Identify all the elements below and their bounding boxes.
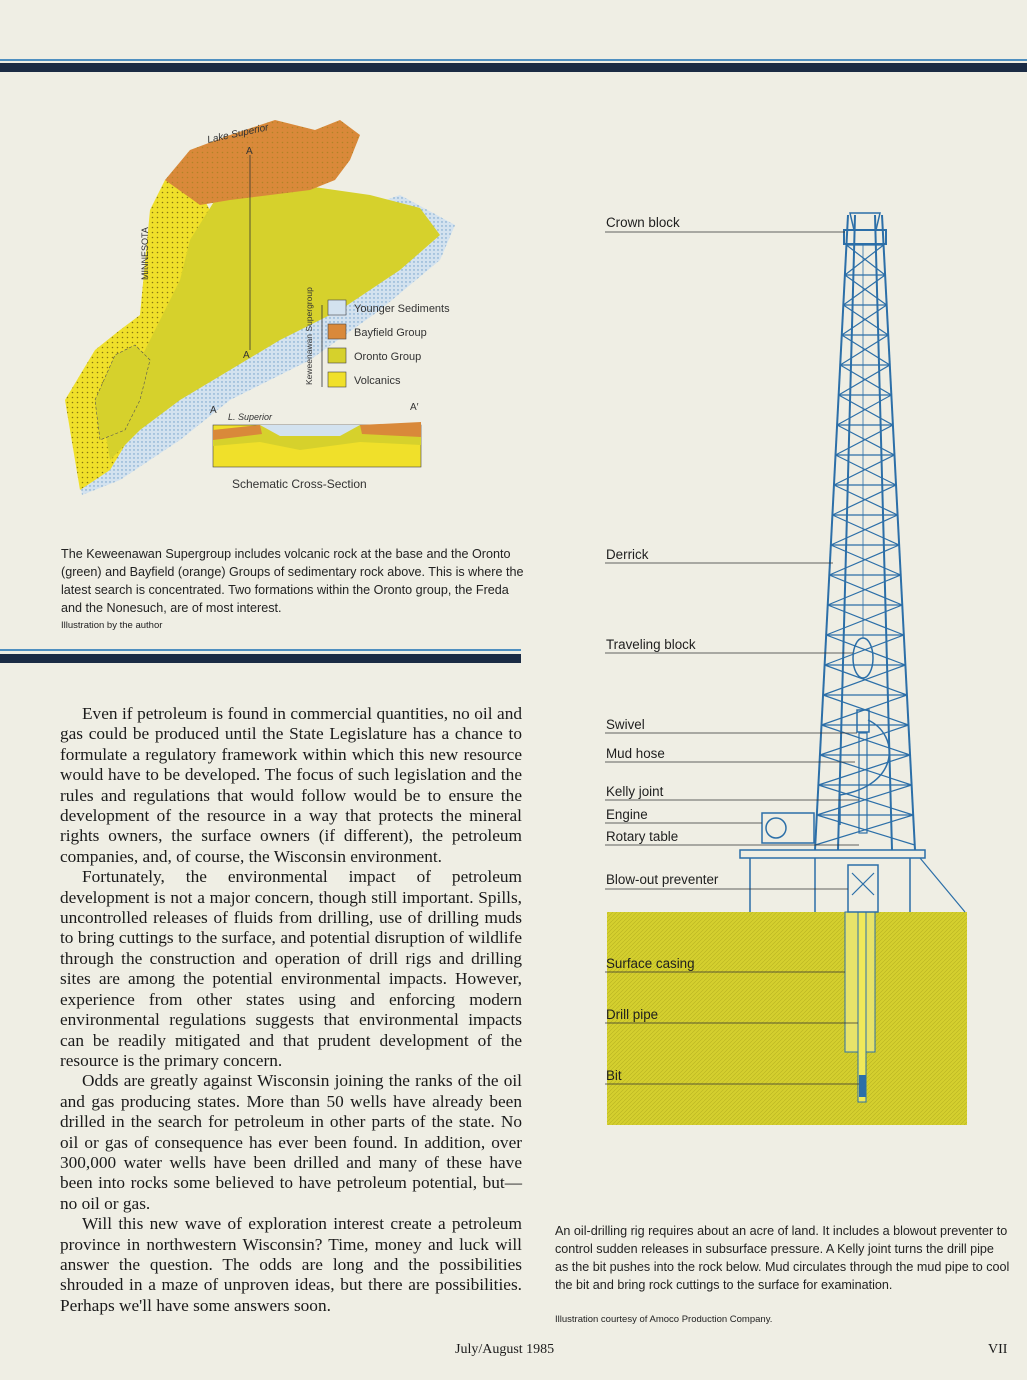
rig-label-mud-hose: Mud hose xyxy=(606,746,665,761)
section-label-bottom: A xyxy=(243,350,250,361)
legend-item-oronto: Oronto Group xyxy=(354,351,422,363)
article-paragraph: Odds are greatly against Wisconsin joining the ranks of the oil and gas producing states. More than 50 wells have already been drilled in the search for petroleum in other parts of the state. No oil or gas of consequence has ever been found. In addition, over 300,000 water wells have been drilled and many of these have been into rocks some believed to have petroleum potential, but—no oil or gas. xyxy=(60,1071,522,1213)
legend-item-bayfield: Bayfield Group xyxy=(354,327,427,339)
rig-caption: An oil-drilling rig requires about an acre of land. It includes a blowout preventer to control sudden releases in subsurface pressure. A Kelly joint turns the drill pipe as the bit pushes into the rock below. Mud circulates through the mud pipe to cool the bit and bring rock cuttings to the surface for examination. xyxy=(555,1224,1010,1292)
legend-item-volcanics: Volcanics xyxy=(354,375,401,387)
lake-label: Lake Superior xyxy=(206,122,270,146)
rig-label-engine: Engine xyxy=(606,807,648,822)
rig-label-swivel: Swivel xyxy=(606,717,645,732)
rig-label-derrick: Derrick xyxy=(606,547,649,562)
article-paragraph: Will this new wave of exploration interest create a petroleum province in northwestern Wisconsin? Time, money and luck will answer the question. The odds are long and the possibilities shrouded in a maze of unproven ideas, but there are possibilities. Perhaps we'll have some answers soon. xyxy=(60,1214,522,1315)
cross-section xyxy=(210,402,421,491)
rig-label-blow-out-preventer: Blow-out preventer xyxy=(606,872,719,887)
cross-section-lake-label: L. Superior xyxy=(228,412,273,422)
legend-swatch-volcanics xyxy=(328,372,346,387)
section-label-top: A xyxy=(246,146,253,157)
rig-label-crown-block: Crown block xyxy=(606,215,680,230)
cross-section-title: Schematic Cross-Section xyxy=(232,477,367,491)
cross-section-label-a: A xyxy=(210,405,217,416)
map-caption: The Keweenawan Supergroup includes volcanic rock at the base and the Oronto (green) and Bayfield (orange) Groups of sedimentary rock above. This is where the latest search is concentrated. Two formations within the Oronto group, the Freda and the Nonesuch, are of most interest. xyxy=(61,547,524,615)
legend-group-label: Keweenawan Supergroup xyxy=(304,287,314,385)
legend-swatch-younger xyxy=(328,300,346,315)
state-label: MINNESOTA xyxy=(140,227,150,280)
rig-label-rotary-table: Rotary table xyxy=(606,829,679,844)
legend-item-younger: Younger Sediments xyxy=(354,303,450,315)
drilling-rig-diagram xyxy=(600,205,1027,1135)
mid-rule-thick xyxy=(0,654,521,663)
article-body xyxy=(60,704,522,1316)
article-paragraph: Even if petroleum is found in commercial quantities, no oil and gas could be produced until the State Legislature has a chance to formulate a regulatory framework within which this new resource would have to be developed. The focus of such legislation and the rules and regulations that would follow would be to ensure the development of the resource in a way that protects the mineral rights owners, the surface owners (if different), the petroleum companies, and, of course, the Wisconsin environment. xyxy=(60,704,522,866)
issue-date: July/August 1985 xyxy=(455,1342,555,1357)
map-credit: Illustration by the author xyxy=(61,620,163,631)
top-rule-thick xyxy=(0,63,1027,72)
article-paragraph: Fortunately, the environmental impact of petroleum development is not a major concern, though still important. Spills, uncontrolled releases of fluids from drilling, use of drilling muds to bring cuttings to the surface, and potential disruption of wildlife through the construction and operation of drill rigs and drilling sites are among the potential environmental impacts. However, experience from other states using and enforcing modern environmental regulations suggests that environmental impacts can be readily mitigated and that prudent development of the resource is the primary concern. xyxy=(60,867,522,1070)
cross-section-label-a-prime: A′ xyxy=(410,402,419,413)
rig-label-bit: Bit xyxy=(606,1068,622,1083)
ground-section xyxy=(607,912,967,1125)
legend-swatch-oronto xyxy=(328,348,346,363)
page-number: VII xyxy=(988,1342,1008,1357)
mid-rule-thin xyxy=(0,649,521,651)
rig-label-kelly-joint: Kelly joint xyxy=(606,784,664,799)
rig-label-surface-casing: Surface casing xyxy=(606,956,695,971)
legend-swatch-bayfield xyxy=(328,324,346,339)
rig-credit: Illustration courtesy of Amoco Production Company. xyxy=(555,1314,773,1325)
rig-label-traveling-block: Traveling block xyxy=(606,637,696,652)
geologic-map xyxy=(40,100,520,510)
top-rule-thin xyxy=(0,59,1027,61)
rig-label-drill-pipe: Drill pipe xyxy=(606,1007,659,1022)
